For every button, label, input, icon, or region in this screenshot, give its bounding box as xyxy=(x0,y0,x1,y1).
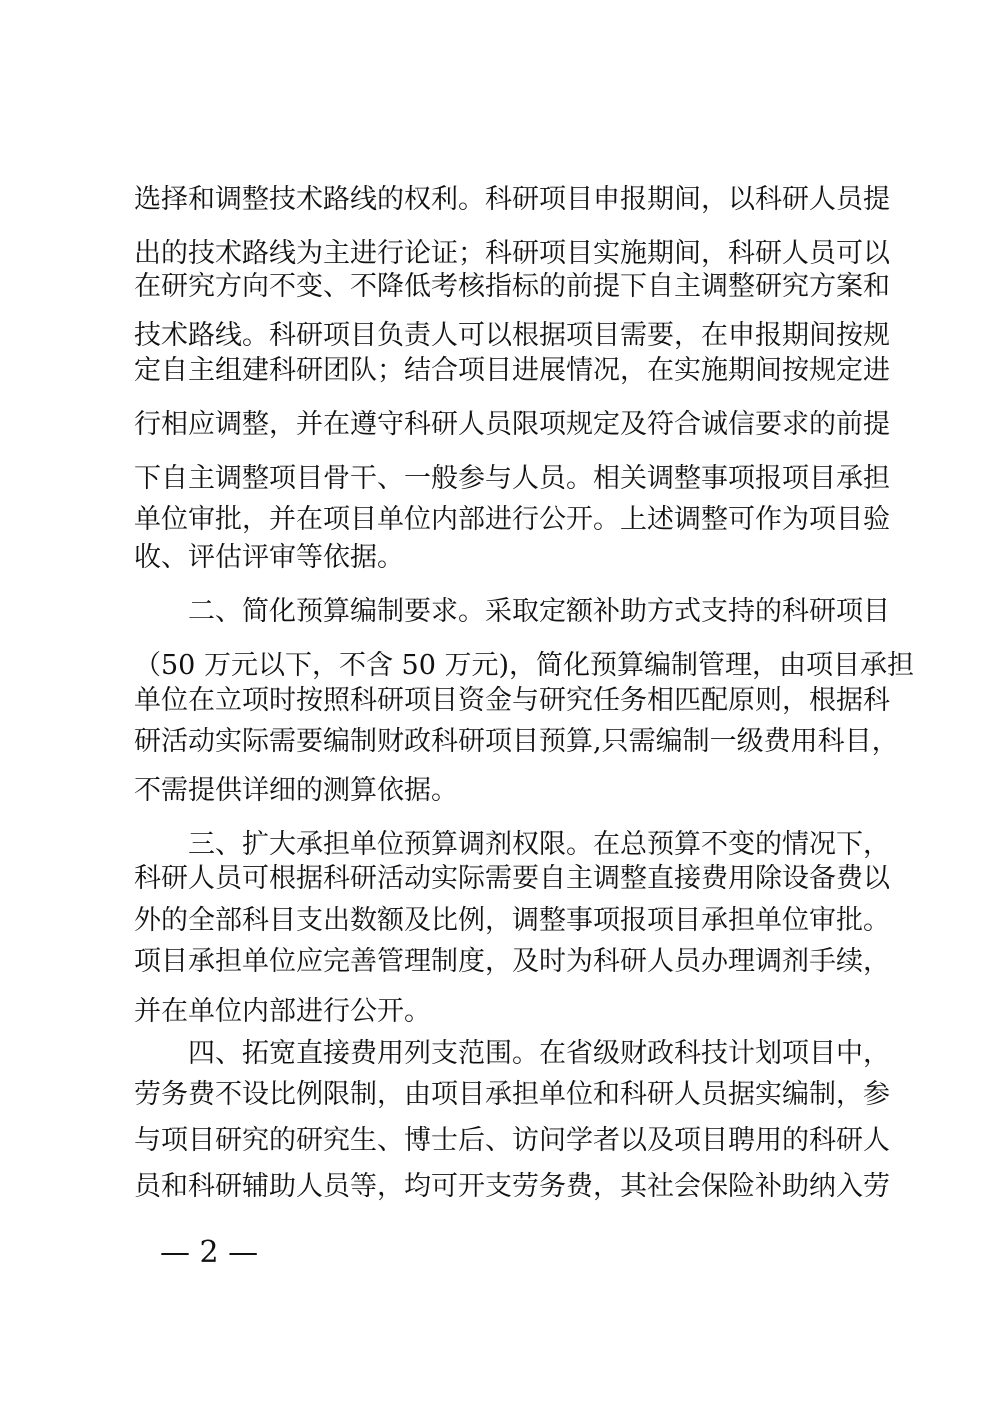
text-line: 科研人员可根据科研活动实际需要自主调整直接费用除设备费以 xyxy=(134,863,890,894)
text-line: （50 万元以下，不含 50 万元)，简化预算编制管理，由项目承担 xyxy=(134,650,914,681)
text-line: 员和科研辅助人员等，均可开支劳务费，其社会保险补助纳入劳 xyxy=(134,1171,890,1202)
text-line: 与项目研究的研究生、博士后、访问学者以及项目聘用的科研人 xyxy=(134,1125,890,1156)
text-line: 并在单位内部进行公开。 xyxy=(134,996,431,1027)
text-line: 下自主调整项目骨干、一般参与人员。相关调整事项报项目承担 xyxy=(134,463,890,494)
text-line: 行相应调整，并在遵守科研人员限项规定及符合诚信要求的前提 xyxy=(134,409,890,440)
text-line: 外的全部科目支出数额及比例，调整事项报项目承担单位审批。 xyxy=(134,905,890,936)
text-line: 不需提供详细的测算依据。 xyxy=(134,775,458,806)
text-line: 研活动实际需要编制财政科研项目预算,只需编制一级费用科目， xyxy=(134,726,899,757)
text-line: 技术路线。科研项目负责人可以根据项目需要，在申报期间按规 xyxy=(134,320,890,351)
paragraph-heading-line: 二、简化预算编制要求。采取定额补助方式支持的科研项目 xyxy=(188,596,890,627)
text-line: 定自主组建科研团队；结合项目进展情况，在实施期间按规定进 xyxy=(134,355,890,386)
paragraph-heading-line: 三、扩大承担单位预算调剂权限。在总预算不变的情况下， xyxy=(188,829,890,860)
text-line: 选择和调整技术路线的权利。科研项目申报期间，以科研人员提 xyxy=(134,184,890,215)
text-line: 劳务费不设比例限制，由项目承担单位和科研人员据实编制，参 xyxy=(134,1079,890,1110)
page-number: — 2 — xyxy=(160,1235,259,1270)
paragraph-heading-line: 四、拓宽直接费用列支范围。在省级财政科技计划项目中， xyxy=(188,1038,890,1069)
text-line: 单位审批，并在项目单位内部进行公开。上述调整可作为项目验 xyxy=(134,504,890,535)
text-line: 单位在立项时按照科研项目资金与研究任务相匹配原则，根据科 xyxy=(134,685,890,716)
text-line: 出的技术路线为主进行论证；科研项目实施期间，科研人员可以 xyxy=(134,238,890,269)
text-line: 收、评估评审等依据。 xyxy=(134,542,404,573)
text-line: 在研究方向不变、不降低考核指标的前提下自主调整研究方案和 xyxy=(134,271,890,302)
text-line: 项目承担单位应完善管理制度，及时为科研人员办理调剂手续， xyxy=(134,946,890,977)
